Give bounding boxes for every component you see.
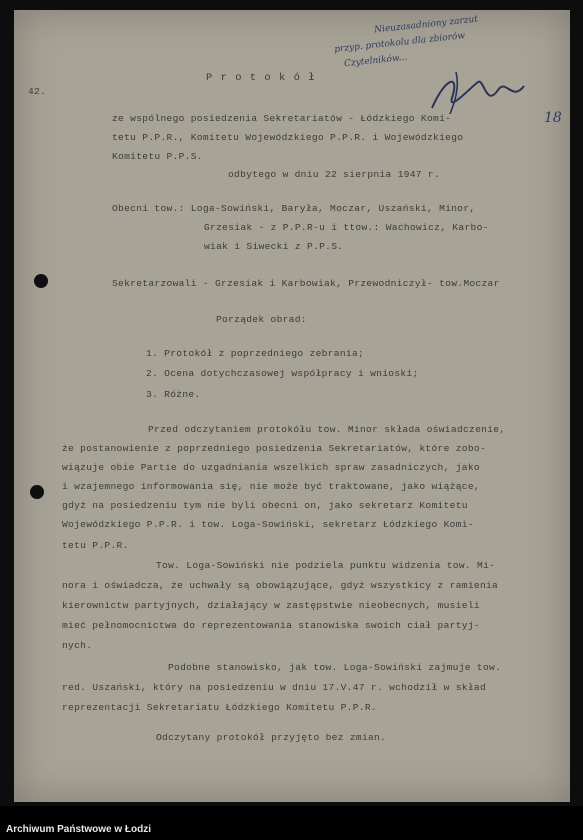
body-line: nora i oświadcza, że uchwały są obowiązujące, gdyż wszystkicy z ramienia: [62, 580, 499, 591]
punch-hole-bottom: [30, 485, 44, 499]
agenda-title: Porządek obrad:: [216, 314, 307, 325]
secretaries-line: Sekretarzowali - Grzesiak i Karbowiak, Przewodniczył- tow.Moczar: [112, 278, 500, 289]
document-page: [14, 10, 570, 802]
body-line: wiązuje obie Partie do uzgadniania wszelkich spraw zasadniczych, jako: [62, 462, 480, 473]
body-line: że postanowienie z poprzedniego posiedzenia Sekretariatów, które zobo-: [62, 443, 487, 454]
handwritten-note-line-2: przyp. protokolu dla zbiorów: [333, 31, 466, 55]
header-line-1: ze wspólnego posiedzenia Sekretariatów - Łódzkiego Komi-: [112, 113, 452, 124]
present-line-3: wiak i Siwecki z P.P.S.: [204, 241, 344, 252]
agenda-item-1: 1. Protokół z poprzedniego zebrania;: [146, 348, 365, 359]
header-line-3: Komitetu P.P.S.: [112, 151, 203, 162]
archive-footer: [0, 806, 583, 840]
handwritten-page-number: 18: [544, 110, 562, 126]
body-line: kierownictw partyjnych, działający w zastępstwie nieobecnych, musieli: [62, 600, 480, 611]
body-line: Wojewódzkiego P.P.R. i tow. Loga-Sowiński, sekretarz Łódzkiego Komi-: [62, 519, 474, 530]
body-line: red. Uszański, który na posiedzeniu w dniu 17.V.47 r. wchodził w skład: [62, 682, 487, 693]
body-line: Tow. Loga-Sowiński nie podziela punktu widzenia tow. Mi-: [156, 560, 496, 571]
body-line: mieć pełnomocnictwa do reprezentowania stanowiska swoich ciał partyj-: [62, 620, 480, 631]
punch-hole-top: [34, 274, 48, 288]
handwritten-note-line-1: Nieuzasadniony zarzut: [373, 14, 479, 36]
present-line-1: Obecni tow.: Loga-Sowiński, Baryła, Moczar, Uszański, Minor,: [112, 203, 476, 214]
header-line-2: tetu P.P.R., Komitetu Wojewódzkiego P.P.R. i Wojewódzkiego: [112, 132, 464, 143]
date-line: odbytego w dniu 22 sierpnia 1947 r.: [228, 169, 441, 180]
body-line: gdyż na posiedzeniu tym nie byli obecni on, jako sekretarz Komitetu: [62, 500, 468, 511]
body-line: reprezentacji Sekretariatu Łódzkiego Komitetu P.P.R.: [62, 702, 377, 713]
body-line: tetu P.P.R.: [62, 540, 129, 551]
body-line: Przed odczytaniem protokółu tow. Minor składa oświadczenie,: [148, 424, 506, 435]
present-line-2: Grzesiak - z P.P.R-u i ttow.: Wachowicz, Karbo-: [204, 222, 489, 233]
body-line: i wzajemnego informowania się, nie może być traktowane, jako wiążące,: [62, 481, 480, 492]
body-line: nych.: [62, 640, 93, 651]
handwritten-note-line-3: Czytelników...: [343, 52, 408, 70]
document-title: P r o t o k ó ł: [206, 72, 316, 84]
body-line: Podobne stanowisko, jak tow. Loga-Sowiński zajmuje tow.: [168, 662, 502, 673]
archive-name: Archiwum Państwowe w Łodzi: [6, 824, 152, 835]
reference-number: 42.: [28, 86, 47, 97]
body-line: Odczytany protokół przyjęto bez zmian.: [156, 732, 387, 743]
agenda-item-3: 3. Różne.: [146, 389, 201, 400]
agenda-item-2: 2. Ocena dotychczasowej współpracy i wnioski;: [146, 368, 419, 379]
